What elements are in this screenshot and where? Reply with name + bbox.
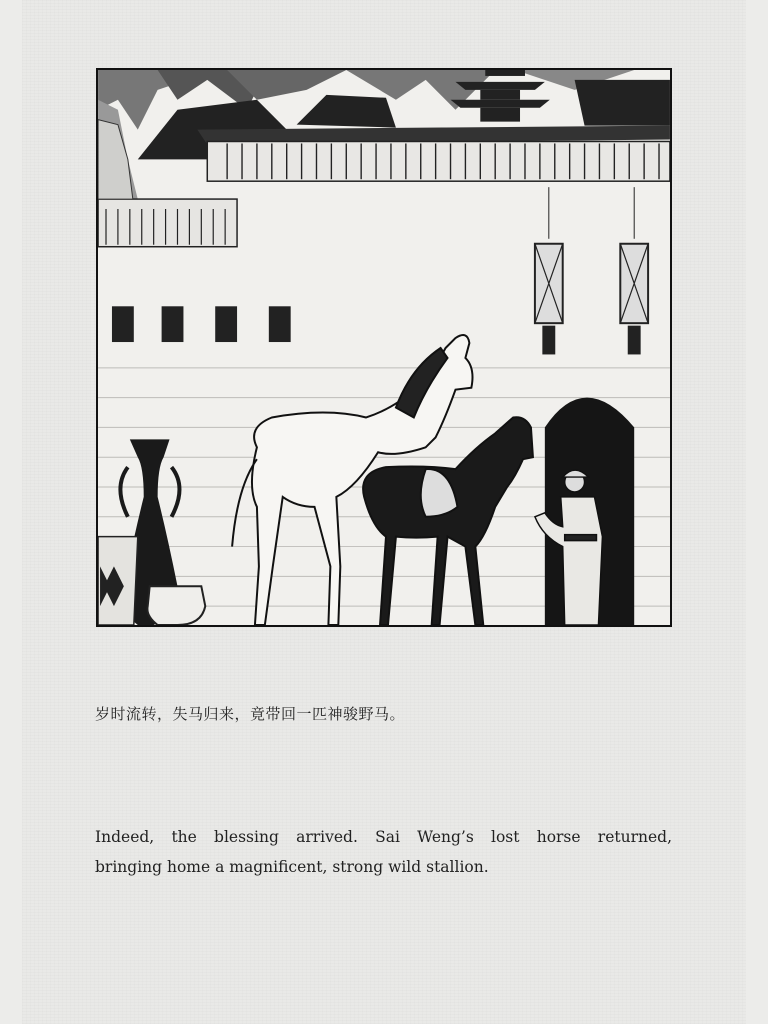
horses-at-palace-illustration [98, 70, 670, 625]
caption-english-line-2: bringing home a magnificent, strong wild stallion. [95, 858, 489, 876]
caption-english [95, 822, 672, 882]
caption-english-line-1: Indeed, the blessing arrived. Sai Weng’s lost horse returned, [95, 828, 672, 846]
illustration [96, 68, 672, 627]
caption-chinese: 岁时流转，失马归来，竟带回一匹神骏野马。 [95, 705, 406, 723]
